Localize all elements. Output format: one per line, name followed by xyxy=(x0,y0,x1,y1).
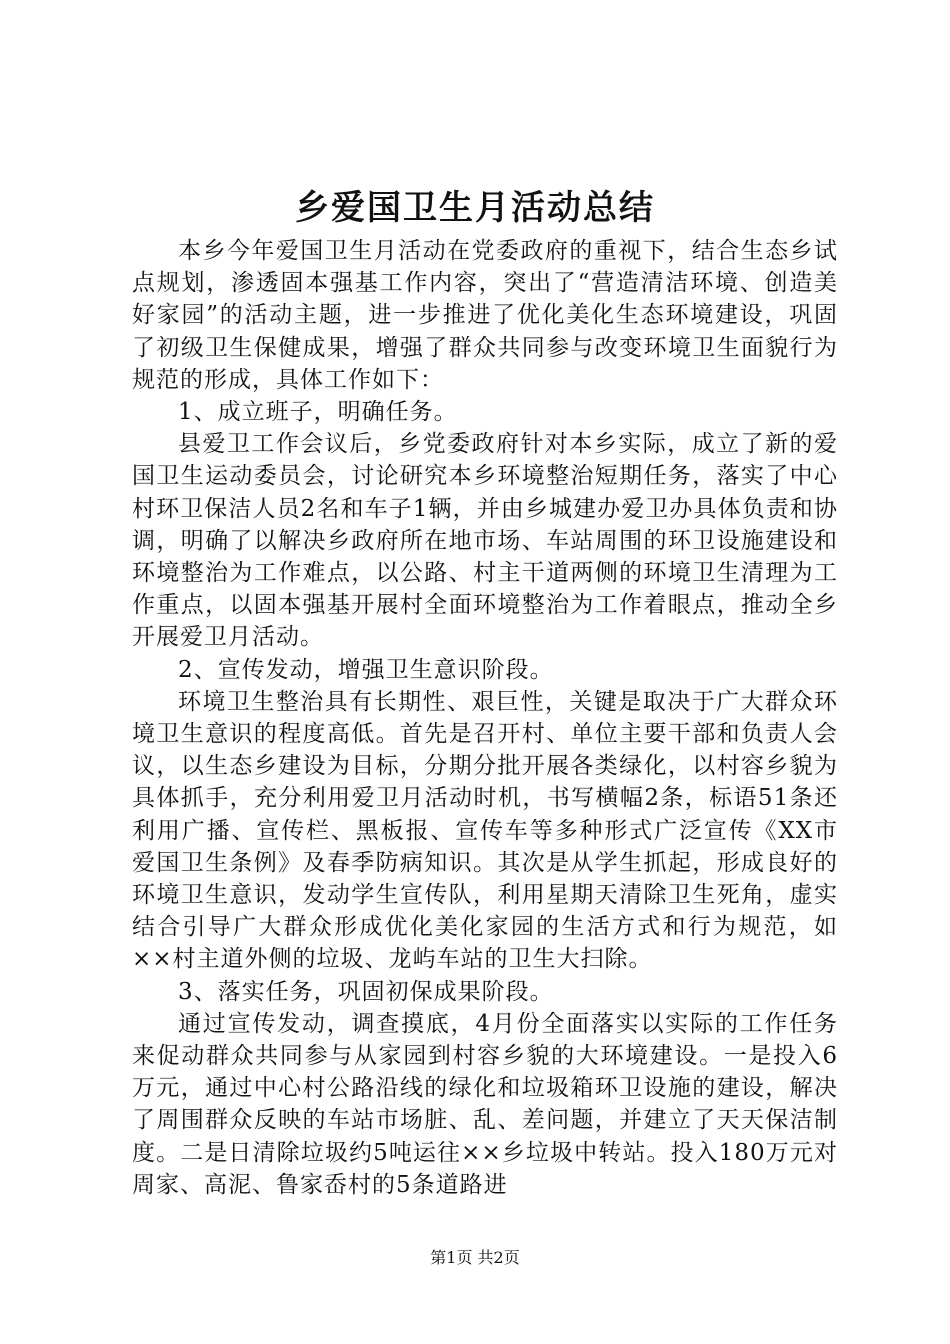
page-title: 乡爱国卫生月活动总结 xyxy=(295,188,655,228)
intro-paragraph: 本乡今年爱国卫生月活动在党委政府的重视下，结合生态乡试点规划，渗透固本强基工作内容，突出了“营造清洁环境、创造美好家园”的活动主题，进一步推进了优化美化生态环境建设，巩固了初级卫生保健成果，增强了群众共同参与改变环境卫生面貌行为规范的形成，具体工作如下： xyxy=(132,238,838,393)
section-paragraph-2: 环境卫生整治具有长期性、艰巨性，关键是取决于广大群众环境卫生意识的程度高低。首先是召开村、单位主要干部和负责人会议，以生态乡建设为目标，分期分批开展各类绿化，以村容乡貌为具体抓手，充分利用爱卫月活动时机，书写横幅2条，标语51条还利用广播、宣传栏、黑板报、宣传车等多种形式广泛宣传《XX市爱国卫生条例》及春季防病知识。其次是从学生抓起，形成良好的环境卫生意识，发动学生宣传队，利用星期天清除卫生死角，虚实结合引导广大群众形成优化美化家园的生活方式和行为规范，如××村主道外侧的垃圾、龙屿车站的卫生大扫除。 xyxy=(132,688,838,973)
section-heading-1: 1、成立班子，明确任务。 xyxy=(178,399,458,426)
section-paragraph-1: 县爱卫工作会议后，乡党委政府针对本乡实际，成立了新的爱国卫生运动委员会，讨论研究本乡环境整治短期任务，落实了中心村环卫保洁人员2名和车子1辆，并由乡城建办爱卫办具体负责和协调，明确了以解决乡政府所在地市场、车站周围的环卫设施建设和环境整治为工作难点，以公路、村主干道两侧的环境卫生清理为工作重点，以固本强基开展村全面环境整治为工作着眼点，推动全乡开展爱卫月活动。 xyxy=(132,431,838,651)
section-heading-2: 2、宣传发动，增强卫生意识阶段。 xyxy=(178,656,554,683)
section-paragraph-3: 通过宣传发动，调查摸底，4月份全面落实以实际的工作任务来促动群众共同参与从家园到村容乡貌的大环境建设。一是投入6万元，通过中心村公路沿线的绿化和垃圾箱环卫设施的建设，解决了周围群众反映的车站市场脏、乱、差问题，并建立了天天保洁制度。二是日清除垃圾约5吨运往××乡垃圾中转站。投入180万元对周家、高泥、鲁家岙村的5条道路进 xyxy=(132,1010,838,1198)
page-footer: 第1页 共2页 xyxy=(430,1248,520,1267)
section-heading-3: 3、落实任务，巩固初保成果阶段。 xyxy=(178,978,554,1005)
document-body xyxy=(132,235,838,1201)
